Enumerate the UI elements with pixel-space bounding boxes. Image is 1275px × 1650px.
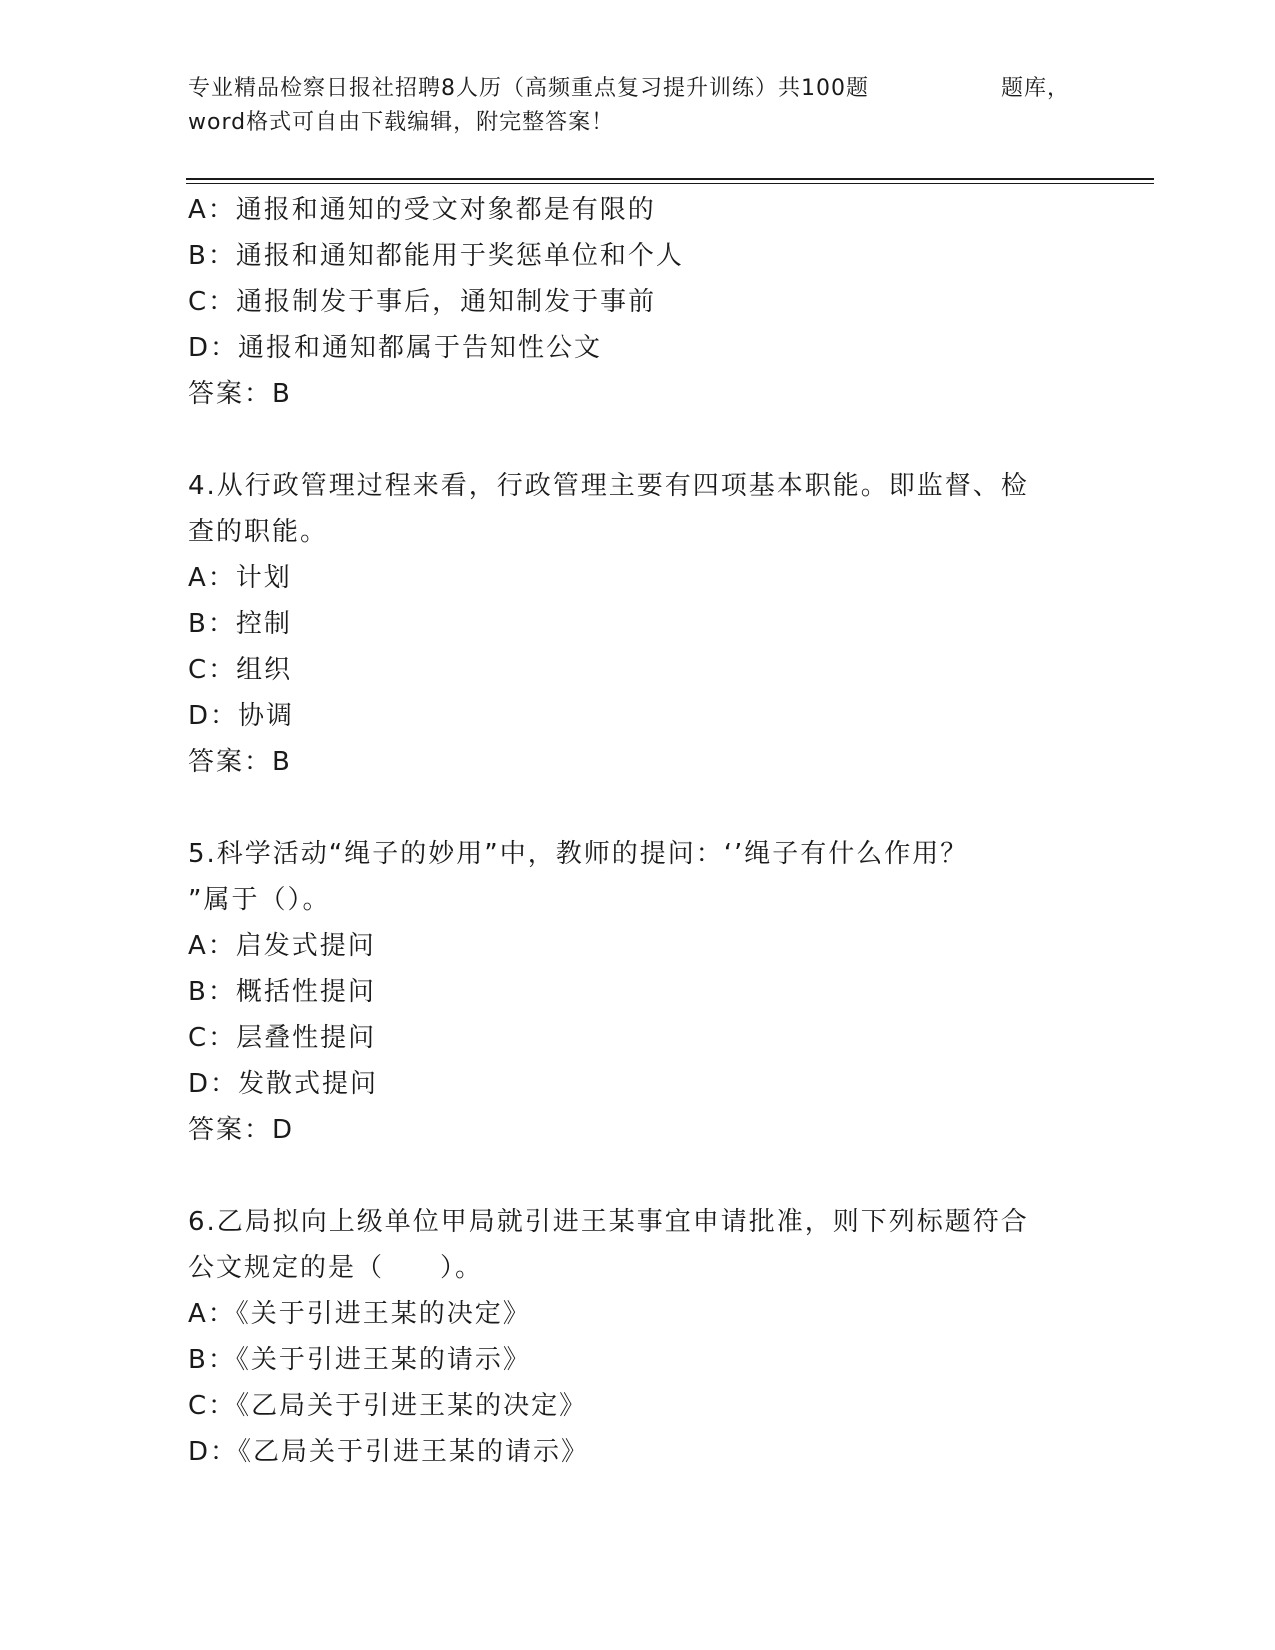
document-header bbox=[188, 72, 1088, 140]
option-b: B：通报和通知都能用于奖惩单位和个人 bbox=[188, 241, 684, 271]
spacer bbox=[188, 1153, 1068, 1199]
answer: 答案：D bbox=[188, 1115, 295, 1145]
question-text: 4.从行政管理过程来看，行政管理主要有四项基本职能。即监督、检 bbox=[188, 471, 1029, 501]
question-text-cont: 公文规定的是（ ）。 bbox=[188, 1253, 484, 1283]
option-d: D：通报和通知都属于告知性公文 bbox=[188, 333, 603, 363]
question-text: 6.乙局拟向上级单位甲局就引进王某事宜申请批准，则下列标题符合 bbox=[188, 1207, 1029, 1237]
answer: 答案：B bbox=[188, 747, 292, 777]
option-d: D：发散式提问 bbox=[188, 1069, 379, 1099]
option-d: D：《乙局关于引进王某的请示》 bbox=[188, 1437, 590, 1467]
spacer bbox=[188, 785, 1068, 831]
header-subtitle: word格式可自由下载编辑，附完整答案！ bbox=[188, 110, 615, 135]
option-b: B：《关于引进王某的请示》 bbox=[188, 1345, 531, 1375]
option-a: A：通报和通知的受文对象都是有限的 bbox=[188, 195, 656, 225]
header-line-1 bbox=[188, 72, 1070, 106]
question-6 bbox=[188, 1199, 1068, 1475]
question-text: 5.科学活动“绳子的妙用”中，教师的提问：‘’绳子有什么作用？ bbox=[188, 839, 969, 869]
question-text-cont: 查的职能。 bbox=[188, 517, 329, 547]
question-4 bbox=[188, 463, 1068, 785]
header-divider-thick bbox=[186, 178, 1154, 180]
question-5 bbox=[188, 831, 1068, 1153]
answer: 答案：B bbox=[188, 379, 292, 409]
option-a: A：《关于引进王某的决定》 bbox=[188, 1299, 531, 1329]
header-title: 专业精品检察日报社招聘8人历（高频重点复习提升训练）共100题 bbox=[188, 76, 869, 101]
option-d: D：协调 bbox=[188, 701, 295, 731]
option-b: B：控制 bbox=[188, 609, 292, 639]
header-title-suffix: 题库， bbox=[1000, 76, 1070, 101]
option-a: A：启发式提问 bbox=[188, 931, 376, 961]
option-b: B：概括性提问 bbox=[188, 977, 376, 1007]
option-c: C：组织 bbox=[188, 655, 293, 685]
question-text-cont: ”属于（）。 bbox=[188, 885, 331, 915]
option-a: A：计划 bbox=[188, 563, 292, 593]
spacer bbox=[188, 417, 1068, 463]
header-divider-thin bbox=[186, 183, 1154, 184]
option-c: C：《乙局关于引进王某的决定》 bbox=[188, 1391, 588, 1421]
question-3 bbox=[188, 187, 1068, 417]
option-c: C：通报制发于事后，通知制发于事前 bbox=[188, 287, 657, 317]
question-list bbox=[188, 187, 1068, 1475]
option-c: C：层叠性提问 bbox=[188, 1023, 377, 1053]
